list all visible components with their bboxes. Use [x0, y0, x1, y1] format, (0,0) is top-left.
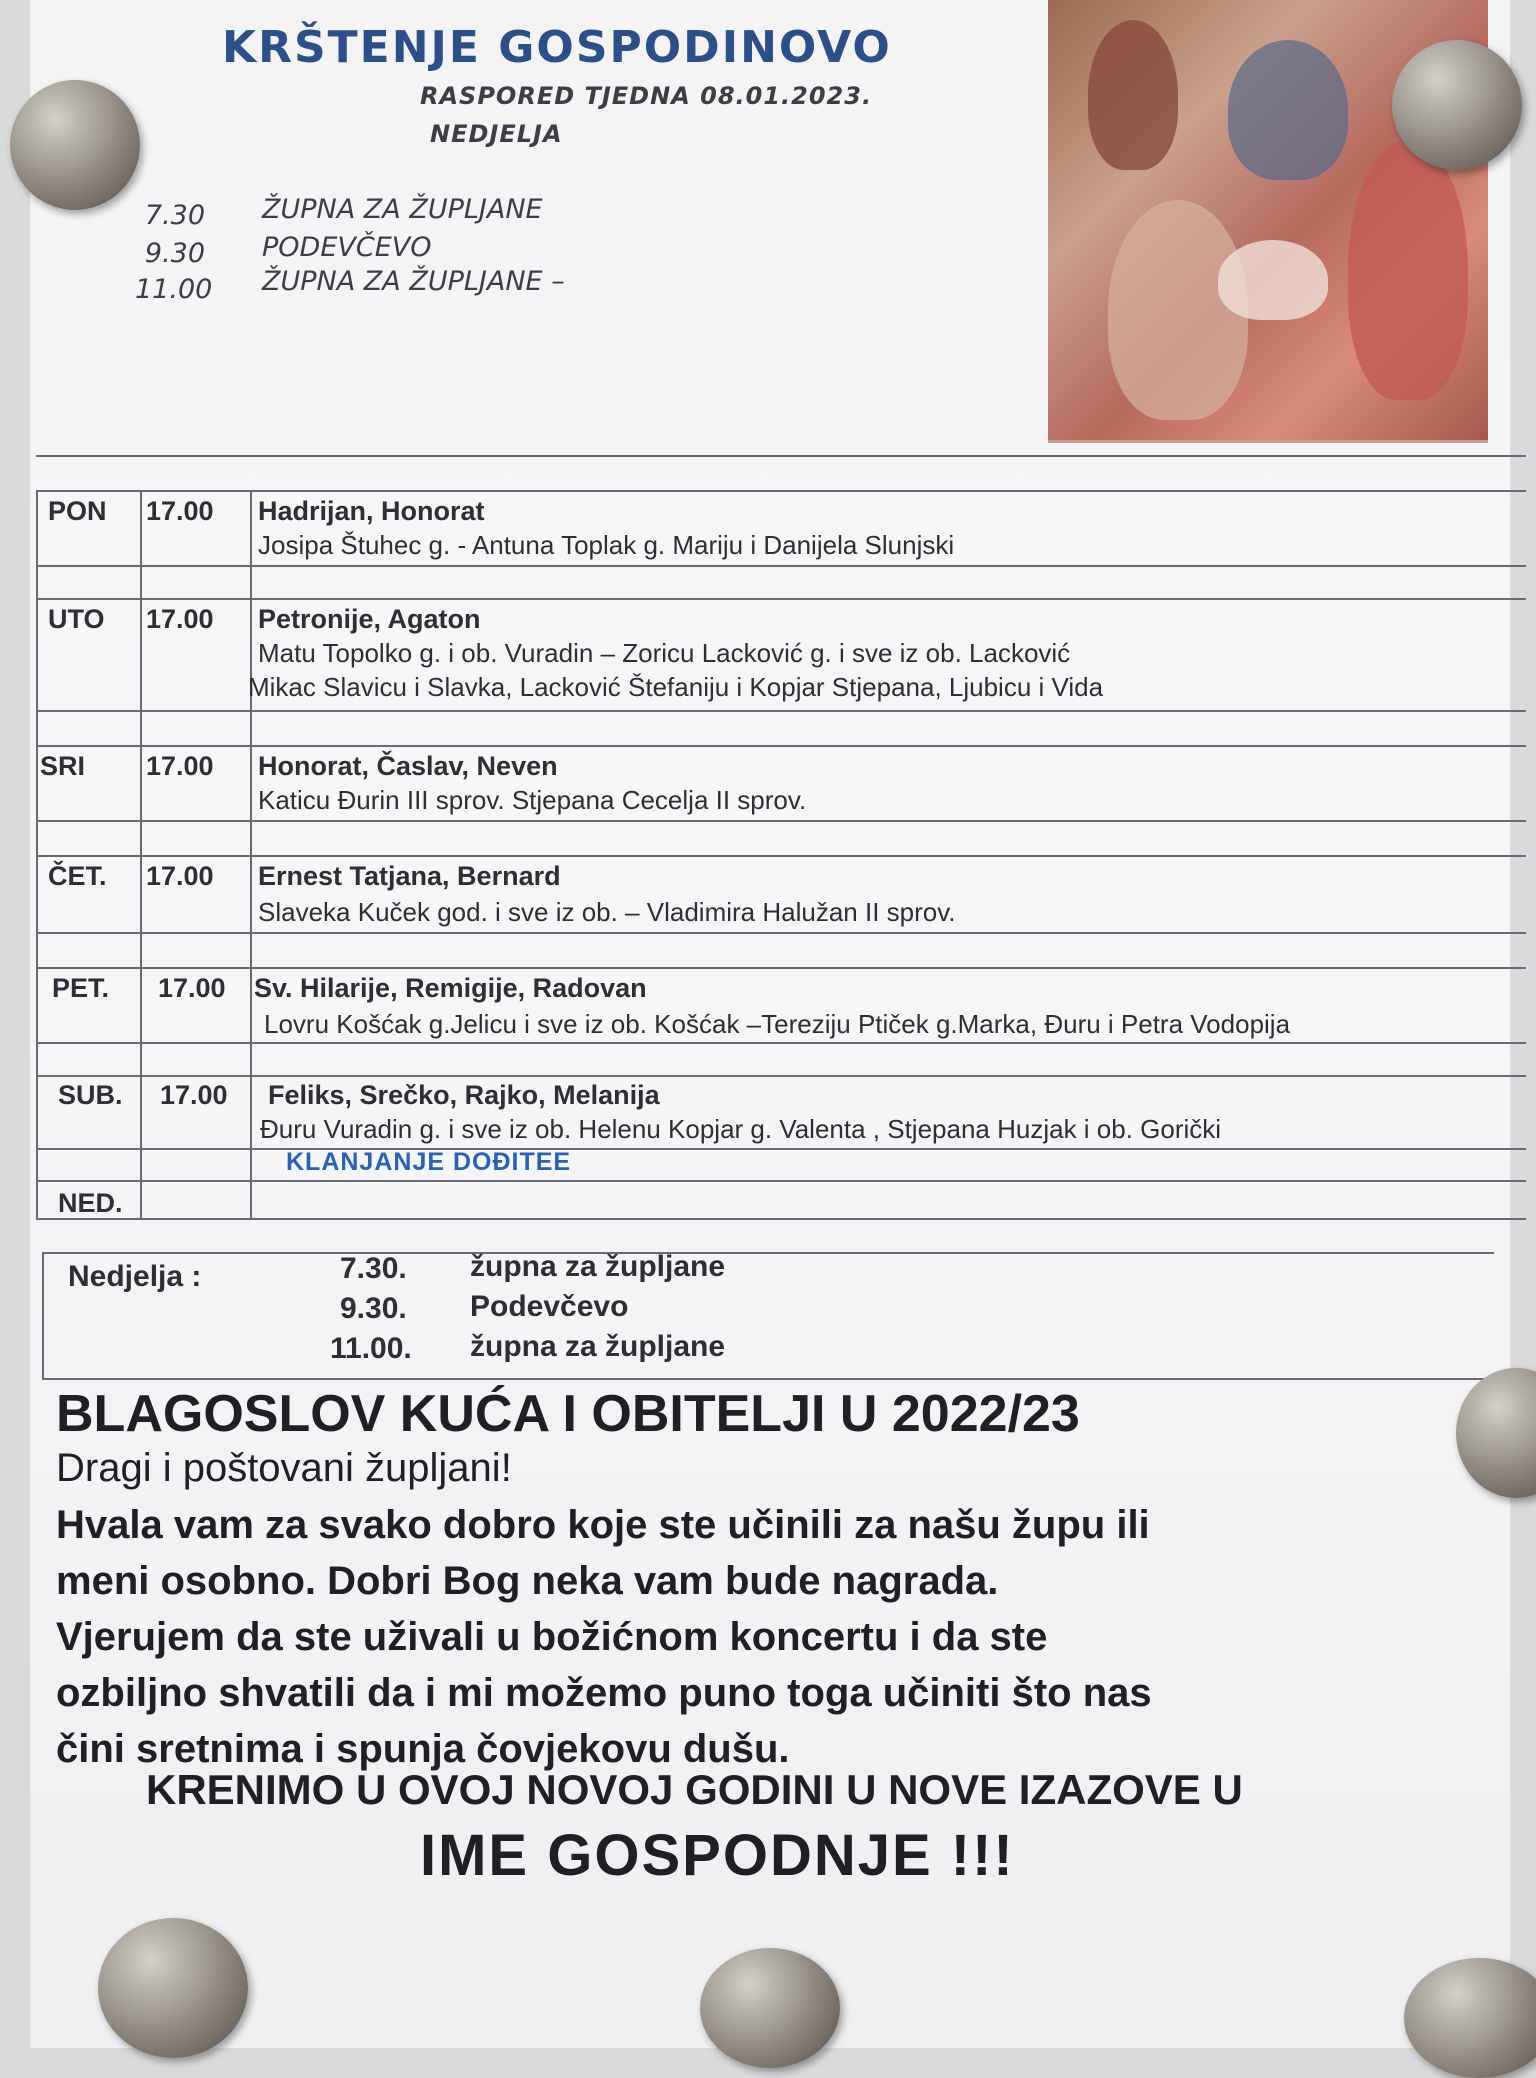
saints-of-day: Hadrijan, Honorat: [258, 496, 485, 526]
push-pin: [1392, 40, 1522, 170]
push-pin: [10, 80, 140, 210]
sunday-time: 9.30.: [340, 1292, 407, 1325]
sunday-desc: Podevčevo: [470, 1290, 629, 1323]
mass-intention: Lovru Košćak g.Jelicu i sve iz ob. Košćak –Tereziju Ptiček g.Marka, Đuru i Petra Vodopija: [264, 1009, 1291, 1039]
sunday-time: 9.30: [144, 238, 205, 269]
day-label: NEDJELJA: [430, 120, 563, 148]
mass-intention: Mikac Slavicu i Slavka, Lacković Štefaniju i Kopjar Stjepana, Ljubicu i Vida: [248, 672, 1104, 702]
blessing-message: [56, 1497, 1496, 1777]
mass-intention: Josipa Štuhec g. - Antuna Toplak g. Mariju i Danijela Slunjski: [258, 530, 955, 560]
sunday-label: Nedjelja :: [68, 1260, 202, 1293]
message-line: Hvala vam za svako dobro koje ste učinili za našu župu ili: [56, 1503, 1150, 1547]
day-label: UTO: [48, 604, 105, 634]
push-pin: [700, 1948, 840, 2068]
mass-intention: Katicu Đurin III sprov. Stjepana Cecelja II sprov.: [258, 785, 807, 815]
adoration-note: KLANJANJE DOĐITEE: [286, 1148, 572, 1176]
saints-of-day: Feliks, Srečko, Rajko, Melanija: [268, 1080, 660, 1110]
sunday-desc: ŽUPNA ZA ŽUPLJANE: [262, 194, 543, 225]
mass-intention: Slaveka Kuček god. i sve iz ob. – Vladimira Halužan II sprov.: [258, 897, 956, 927]
message-line: meni osobno. Dobri Bog neka vam bude nagrada.: [56, 1559, 999, 1603]
saints-of-day: Petronije, Agaton: [258, 604, 481, 634]
sunday-time: 7.30: [144, 200, 205, 231]
saints-of-day: Sv. Hilarije, Remigije, Radovan: [254, 973, 647, 1003]
day-label: SRI: [40, 751, 86, 781]
message-line: ozbiljno shvatili da i mi možemo puno toga učiniti što nas: [56, 1671, 1152, 1715]
sunday-time: 11.00.: [330, 1332, 412, 1365]
push-pin: [98, 1918, 248, 2058]
day-label: NED.: [58, 1188, 123, 1218]
schedule-date: RASPORED TJEDNA 08.01.2023.: [420, 82, 873, 110]
day-label: ČET.: [48, 861, 107, 891]
day-label: PON: [48, 496, 107, 526]
mass-intention: Matu Topolko g. i ob. Vuradin – Zoricu Lacković g. i sve iz ob. Lacković: [258, 638, 1071, 668]
mass-time: 17.00: [146, 604, 214, 634]
day-label: SUB.: [58, 1080, 123, 1110]
blessing-title: BLAGOSLOV KUĆA I OBITELJI U 2022/23: [56, 1385, 1080, 1443]
sunday-time: 11.00: [135, 274, 213, 305]
mass-time: 17.00: [146, 751, 214, 781]
mass-time: 17.00: [146, 496, 214, 526]
page-title: KRŠTENJE GOSPODINOVO: [222, 22, 892, 73]
mass-time: 17.00: [160, 1080, 228, 1110]
sunday-desc: ŽUPNA ZA ŽUPLJANE –: [262, 266, 565, 297]
sunday-desc: PODEVČEVO: [262, 232, 432, 263]
mass-intention: Đuru Vuradin g. i sve iz ob. Helenu Kopjar g. Valenta , Stjepana Huzjak i ob. Gorički: [260, 1114, 1222, 1144]
push-pin: [1404, 1958, 1536, 2078]
day-label: PET.: [52, 973, 110, 1003]
greeting: Dragi i poštovani župljani!: [56, 1446, 512, 1490]
saints-of-day: Ernest Tatjana, Bernard: [258, 861, 561, 891]
message-line: Vjerujem da ste uživali u božićnom koncertu i da ste: [56, 1615, 1048, 1659]
call-to-action: KRENIMO U OVOJ NOVOJ GODINI U NOVE IZAZOVE U: [146, 1766, 1243, 1813]
mass-time: 17.00: [158, 973, 226, 1003]
sunday-desc: župna za župljane: [470, 1250, 726, 1283]
sunday-desc: župna za župljane: [470, 1330, 726, 1363]
saints-of-day: Honorat, Časlav, Neven: [258, 751, 558, 781]
sunday-time: 7.30.: [340, 1252, 407, 1285]
mass-time: 17.00: [146, 861, 214, 891]
message-line: čini sretnima i spunja čovjekovu dušu.: [56, 1727, 790, 1771]
closing-line: IME GOSPODNJE !!!: [420, 1823, 1015, 1888]
sunday-schedule-box: [42, 1252, 1494, 1380]
